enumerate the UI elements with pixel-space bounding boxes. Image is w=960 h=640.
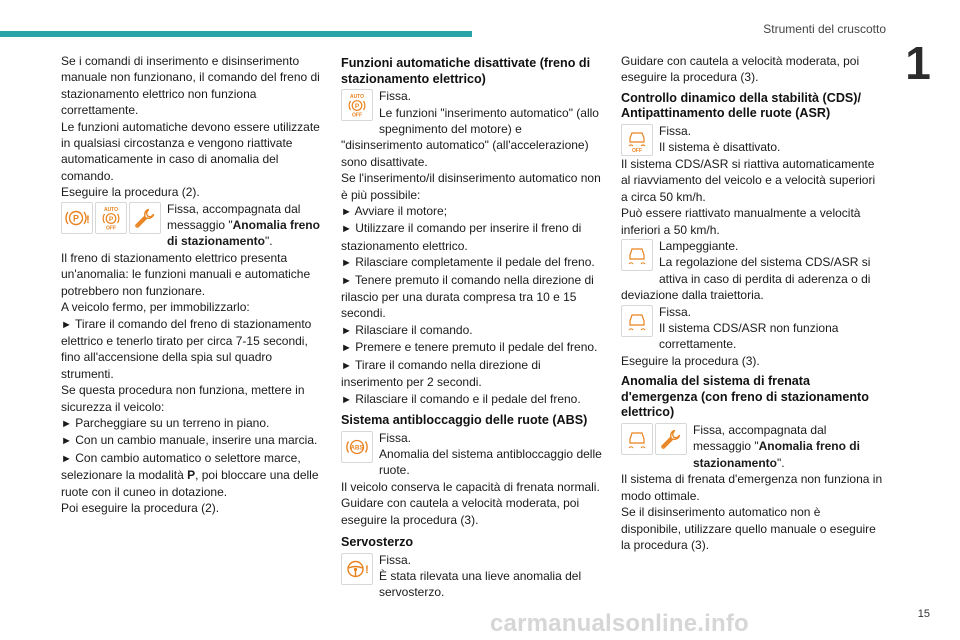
warning-icons-group (61, 202, 161, 234)
text: ". (265, 234, 273, 249)
bullet-item (341, 339, 603, 356)
paragraph: Se l'inserimento/il disinserimento automatico non è più possibile: (341, 171, 601, 202)
text: Con un cambio manuale, inserire una marcia. (75, 433, 318, 448)
warning-icons-group (341, 553, 373, 585)
bullet-item (341, 254, 603, 271)
warning-icons-group (621, 305, 653, 337)
auto-label: AUTO (349, 94, 365, 101)
bullet-arrow-icon: ► (341, 359, 352, 372)
paragraph: A veicolo fermo, per immobilizzarlo: (61, 300, 250, 315)
chapter-title: Strumenti del cruscotto (763, 22, 886, 36)
bullet-arrow-icon: ► (61, 435, 72, 448)
bullet-item (341, 220, 603, 254)
paragraph: Guidare con cautela a velocità moderata, poi eseguire la procedura (3). (621, 54, 860, 85)
section-heading: Funzioni automatiche disattivate (freno di stazionamento elettrico) (341, 56, 591, 86)
section-heading: Servosterzo (341, 534, 414, 549)
paragraph: Anomalia del sistema antibloccaggio delle ruote. (379, 446, 602, 478)
status-text: Fissa. (379, 430, 412, 445)
esc-icon (621, 423, 653, 455)
auto-parking-off-icon (341, 89, 373, 121)
bullet-item (61, 316, 323, 383)
paragraph: È stata rilevata una lieve anomalia del servosterzo. (379, 568, 582, 600)
off-label: OFF (352, 112, 362, 119)
text: Con cambio automatico o selettore marce, selezionare la modalità (61, 450, 301, 483)
paragraph: Può essere riattivato manualmente a velocità inferiori a 50 km/h. (621, 206, 861, 237)
section-heading: Sistema antibloccaggio delle ruote (ABS) (341, 412, 588, 427)
paragraph: Il sistema di frenata d'emergenza non funziona in modo ottimale. (621, 472, 883, 503)
warning-icons-group (341, 89, 373, 121)
exclamation-mark: ! (365, 563, 369, 576)
warning-icons-group (621, 239, 653, 271)
paragraph: Se i comandi di inserimento e disinserimento manuale non funzionano, il comando del freno di stazionamento elettrico non funziona correttamente. (61, 54, 320, 118)
p-letter: P (354, 103, 360, 111)
bullet-arrow-icon: ► (61, 452, 72, 465)
paragraph: Se questa procedura non funziona, mettere in sicurezza il veicolo: (61, 383, 305, 414)
warning-icons-group (621, 423, 687, 455)
page-number: 15 (917, 608, 930, 620)
status-text: Fissa. (379, 552, 412, 567)
text: Rilasciare il comando. (355, 322, 473, 337)
text: Rilasciare completamente il pedale del freno. (355, 255, 595, 270)
bullet-item (341, 322, 603, 339)
text: Avviare il motore; (354, 204, 448, 219)
bullet-arrow-icon: ► (61, 318, 72, 331)
wrench-icon (129, 202, 161, 234)
text: Tenere premuto il comando nella direzione di rilascio per una durata compresa tra 10 e 15 secondi. (341, 272, 594, 321)
paragraph: Il veicolo conserva le capacità di frenata normali. (341, 479, 600, 494)
bullet-item (341, 391, 603, 408)
column-2 (341, 53, 603, 601)
steering-wheel-icon (341, 553, 373, 585)
paragraph: Il sistema è disattivato. (659, 140, 781, 155)
paragraph: Il freno di stazionamento elettrico presenta un'anomalia: le funzioni manuali e automatiche potrebbero non funzionare. (61, 250, 311, 298)
auto-parking-off-icon (95, 202, 127, 234)
message-bold: Anomalia freno di stazionamento (693, 439, 860, 470)
column-1 (61, 53, 323, 516)
text: , poi bloccare una delle ruote con il cuneo in dotazione. (61, 468, 319, 499)
message-bold: Anomalia freno di stazionamento (167, 218, 320, 249)
mode-p-bold: P (187, 468, 196, 483)
column-3 (621, 53, 883, 553)
text: Tirare il comando del freno di stazionamento elettrico e tenerlo tirato per circa 7-15 secondi, fino all'accensione della spia sul quadro strumenti. (61, 316, 312, 381)
status-text: Fissa. (659, 124, 692, 138)
esc-icon (621, 305, 653, 337)
warning-icons-group (341, 431, 373, 463)
text: Parcheggiare su un terreno in piano. (75, 415, 270, 430)
bullet-item (61, 432, 323, 449)
bullet-arrow-icon: ► (341, 274, 352, 287)
paragraph: Se il disinserimento automatico non è disponibile, utilizzare quello manuale o eseguire la procedura (3). (621, 505, 876, 552)
paragraph: Guidare con cautela a velocità moderata, poi eseguire la procedura (3). (341, 496, 580, 527)
bullet-arrow-icon: ► (341, 324, 352, 337)
bullet-arrow-icon: ► (341, 342, 352, 355)
p-letter: P (72, 213, 80, 224)
bullet-item (61, 415, 323, 432)
bullet-arrow-icon: ► (341, 206, 352, 219)
text: Utilizzare il comando per inserire il freno di stazionamento elettrico. (341, 221, 582, 253)
section-heading: Anomalia del sistema di frenata d'emergenza (con freno di stazionamento elettrico) (621, 374, 869, 420)
off-label: OFF (632, 148, 642, 153)
abs-icon (341, 431, 373, 463)
bullet-arrow-icon: ► (341, 223, 352, 236)
esc-off-icon (621, 124, 653, 156)
bullet-arrow-icon: ► (341, 257, 352, 270)
abs-label: ABS (350, 445, 364, 451)
off-label: OFF (106, 225, 116, 231)
bullet-arrow-icon: ► (341, 393, 352, 406)
parking-brake-fault-icon (61, 202, 93, 234)
auto-label: AUTO (103, 206, 119, 213)
exclamation-mark: ! (86, 213, 90, 226)
paragraph: Eseguire la procedura (2). (61, 185, 200, 200)
text: Rilasciare il comando e il pedale del freno. (355, 391, 581, 406)
header-accent-bar (0, 31, 472, 37)
text: Fissa, accompagnata dal messaggio " (693, 423, 827, 454)
paragraph: Poi eseguire la procedura (2). (61, 500, 220, 515)
wrench-icon (655, 423, 687, 455)
status-text: Fissa. (659, 304, 692, 319)
bullet-item (61, 450, 323, 500)
bullet-item (341, 272, 603, 322)
bullet-item (341, 203, 603, 220)
status-text: Fissa. (379, 89, 412, 104)
paragraph: Il sistema CDS/ASR non funziona correttamente. (659, 321, 839, 352)
warning-icons-group (621, 124, 653, 156)
p-letter: P (108, 215, 114, 223)
bullet-item (341, 357, 603, 391)
text: Fissa, accompagnata dal messaggio " (167, 201, 301, 233)
text: Premere e tenere premuto il pedale del freno. (355, 340, 598, 355)
chapter-number: 1 (905, 37, 931, 89)
section-heading: Controllo dinamico della stabilità (CDS)/ Antipattinamento delle ruote (ASR) (621, 90, 862, 121)
status-text: Lampeggiante. (659, 239, 739, 254)
paragraph: Il sistema CDS/ASR si riattiva automaticamente al riavviamento del veicolo e a velocità superiori a circa 50 km/h. (621, 157, 876, 204)
paragraph: La regolazione del sistema CDS/ASR si attiva in caso di perdita di aderenza o di deviazione dalla traiettoria. (621, 255, 871, 303)
text: Tirare il comando nella direzione di inserimento per 2 secondi. (341, 357, 541, 390)
watermark: carmanualsonline.info (490, 610, 749, 637)
esc-icon (621, 239, 653, 271)
paragraph: Le funzioni "inserimento automatico" (allo spegnimento del motore) e "disinserimento automatico" (all'accelerazione) sono disattivate. (341, 105, 599, 169)
paragraph: Eseguire la procedura (3). (621, 353, 760, 368)
text: ". (777, 455, 785, 470)
paragraph: Le funzioni automatiche devono essere utilizzate in qualsiasi circostanza e vengono riattivate automaticamente in caso di anomalia del comando. (61, 119, 320, 183)
bullet-arrow-icon: ► (61, 417, 72, 430)
